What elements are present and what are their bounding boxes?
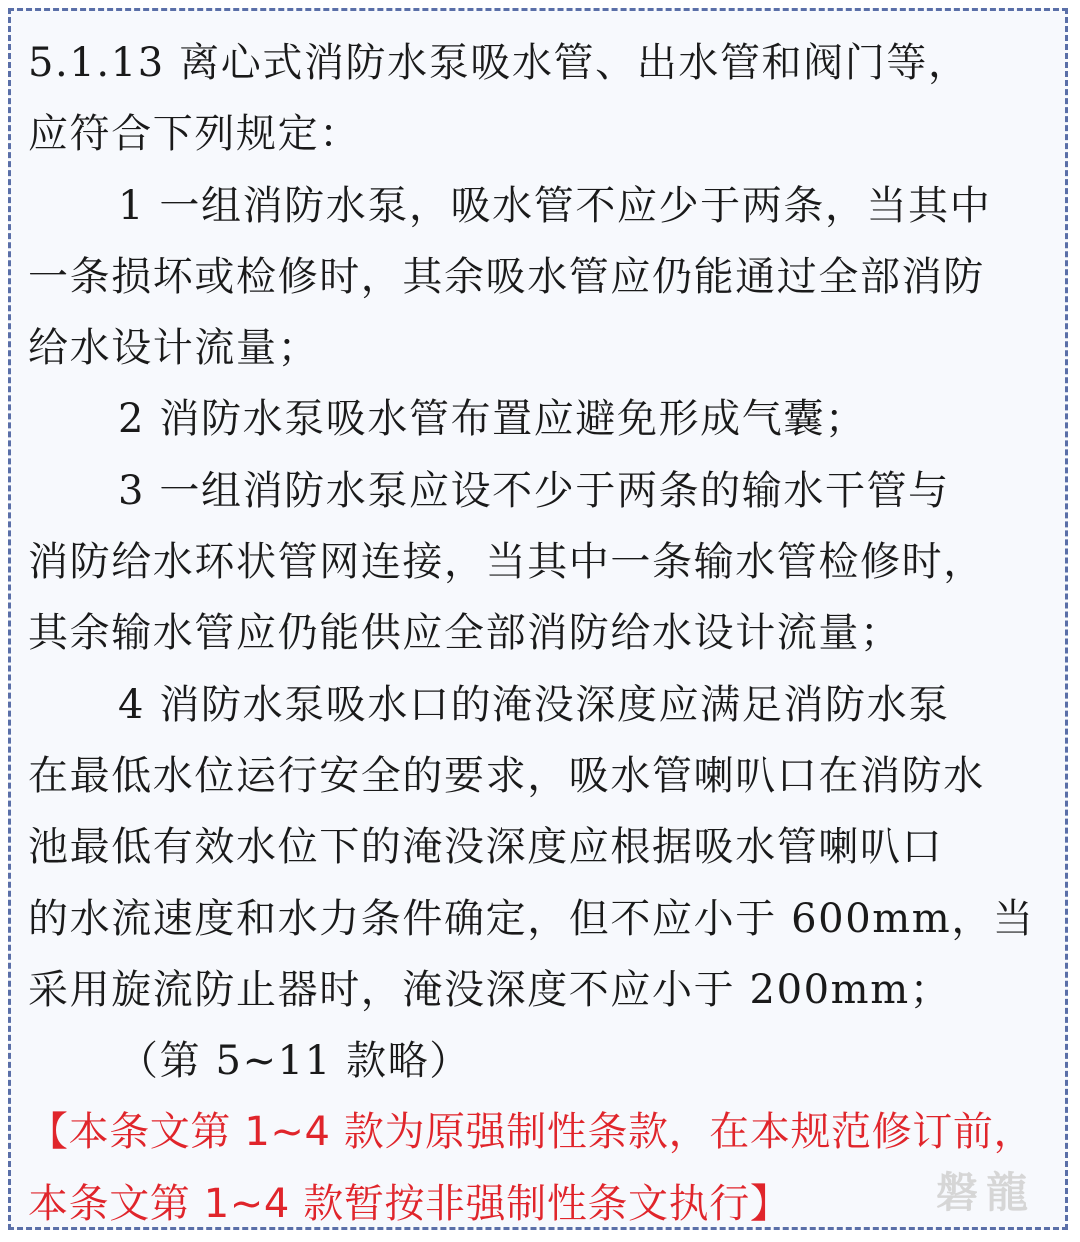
item-4-line: 在最低水位运行安全的要求，吸水管喇叭口在消防水 <box>28 752 985 799</box>
item-4-line: 4 消防水泵吸水口的淹没深度应满足消防水泵 <box>118 681 950 728</box>
item-1-line: 一条损坏或检修时，其余吸水管应仍能通过全部消防 <box>28 253 985 300</box>
item-1-line: 1 一组消防水泵，吸水管不应少于两条，当其中 <box>118 182 992 229</box>
document-body <box>28 28 1058 1240</box>
item-1-line: 给水设计流量； <box>28 325 320 372</box>
omitted-items-note: （第 5~11 款略） <box>118 1038 471 1085</box>
clause-heading-line: 5.1.13 离心式消防水泵吸水管、出水管和阀门等， <box>28 40 970 86</box>
item-4-line: 池最低有效水位下的淹没深度应根据吸水管喇叭口 <box>28 824 944 871</box>
item-3-line: 3 一组消防水泵应设不少于两条的输水干管与 <box>118 467 950 514</box>
mandatory-note-line: 本条文第 1~4 款暂按非强制性条文执行】 <box>28 1180 791 1227</box>
watermark-logo: 磐龍 <box>935 1168 1036 1217</box>
item-2-line: 2 消防水泵吸水管布置应避免形成气囊； <box>118 396 867 443</box>
item-3-line: 其余输水管应仍能供应全部消防给水设计流量； <box>28 610 902 657</box>
item-3-line: 消防给水环状管网连接，当其中一条输水管检修时， <box>28 539 985 586</box>
clause-heading-line: 应符合下列规定： <box>28 111 361 158</box>
item-4-line: 采用旋流防止器时，淹没深度不应小于 200mm； <box>28 966 952 1013</box>
mandatory-note-line: 【本条文第 1~4 款为原强制性条款，在本规范修订前， <box>28 1109 1035 1156</box>
item-4-line: 的水流速度和水力条件确定，但不应小于 600mm，当 <box>28 895 1035 942</box>
